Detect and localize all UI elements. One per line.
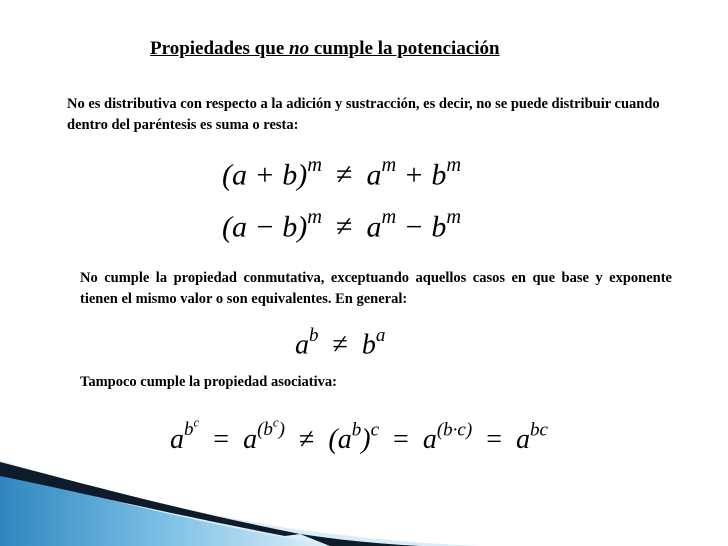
decorative-swoosh	[0, 450, 728, 546]
formula-sum-exp: m	[307, 154, 322, 176]
formula-diff-right-a: a	[366, 210, 382, 244]
formula-sum	[222, 154, 461, 192]
assoc-t3-base: (a	[328, 423, 352, 455]
comm-base1: a	[295, 329, 309, 361]
formula-diff-right-b: − b	[396, 210, 447, 244]
title-emphasis: no	[289, 38, 310, 59]
formula-diff-left: (a − b)	[222, 210, 308, 244]
comm-exp1: b	[309, 325, 319, 346]
assoc-t2-base: a	[243, 423, 258, 455]
equals-sign: =	[486, 423, 503, 455]
assoc-t3-exp: b	[351, 419, 362, 441]
formula-sum-right-b: + b	[396, 158, 447, 192]
not-equal-sign: ≠	[335, 158, 353, 192]
assoc-t1-exp2: c	[193, 415, 200, 430]
formula-difference	[222, 206, 461, 244]
assoc-t1-base: a	[170, 423, 184, 455]
associative-paragraph: Tampoco cumple la propiedad asociativa:	[80, 374, 337, 390]
distributive-paragraph: No es distributiva con respecto a la adición y sustracción, es decir, no se puede distribuir cuando dentro del paréntesis es suma o resta:	[67, 96, 660, 133]
equals-sign: =	[213, 423, 230, 455]
assoc-t5-exp: bc	[530, 419, 548, 441]
assoc-t3-close: )	[361, 423, 371, 455]
formula-commutative	[295, 325, 385, 361]
formula-sum-right-a: a	[366, 158, 382, 192]
formula-diff-exp: m	[307, 206, 322, 228]
assoc-t4-base: a	[422, 423, 437, 455]
assoc-t2-exp: (b	[257, 419, 273, 441]
page-title	[150, 38, 500, 60]
not-equal-sign: ≠	[332, 329, 348, 361]
assoc-t4-exp: (b·c)	[436, 419, 473, 441]
equals-sign: =	[393, 423, 409, 455]
formula-diff-exp3: m	[446, 206, 462, 228]
formula-sum-exp2: m	[381, 154, 397, 176]
comm-base2: b	[361, 329, 376, 361]
not-equal-sign: ≠	[335, 210, 353, 244]
commutative-paragraph: No cumple la propiedad conmutativa, exceptuando aquellos casos en que base y exponente tienen el mismo valor o son equivalentes. En general:	[80, 270, 672, 307]
title-text-end: cumple la potenciación	[309, 38, 500, 59]
assoc-t1-exp: b	[184, 419, 194, 441]
assoc-t2-exp-sup: c	[272, 415, 279, 430]
formula-sum-left: (a + b)	[222, 158, 308, 192]
formula-sum-exp3: m	[446, 154, 462, 176]
assoc-t5-base: a	[516, 423, 531, 455]
assoc-t2-exp-close: )	[278, 419, 286, 441]
assoc-t3-exp2: c	[370, 419, 380, 441]
formula-diff-exp2: m	[381, 206, 397, 228]
not-equal-sign: ≠	[299, 423, 315, 455]
comm-exp2: a	[375, 325, 386, 346]
title-text-start: Propiedades que	[150, 38, 290, 59]
